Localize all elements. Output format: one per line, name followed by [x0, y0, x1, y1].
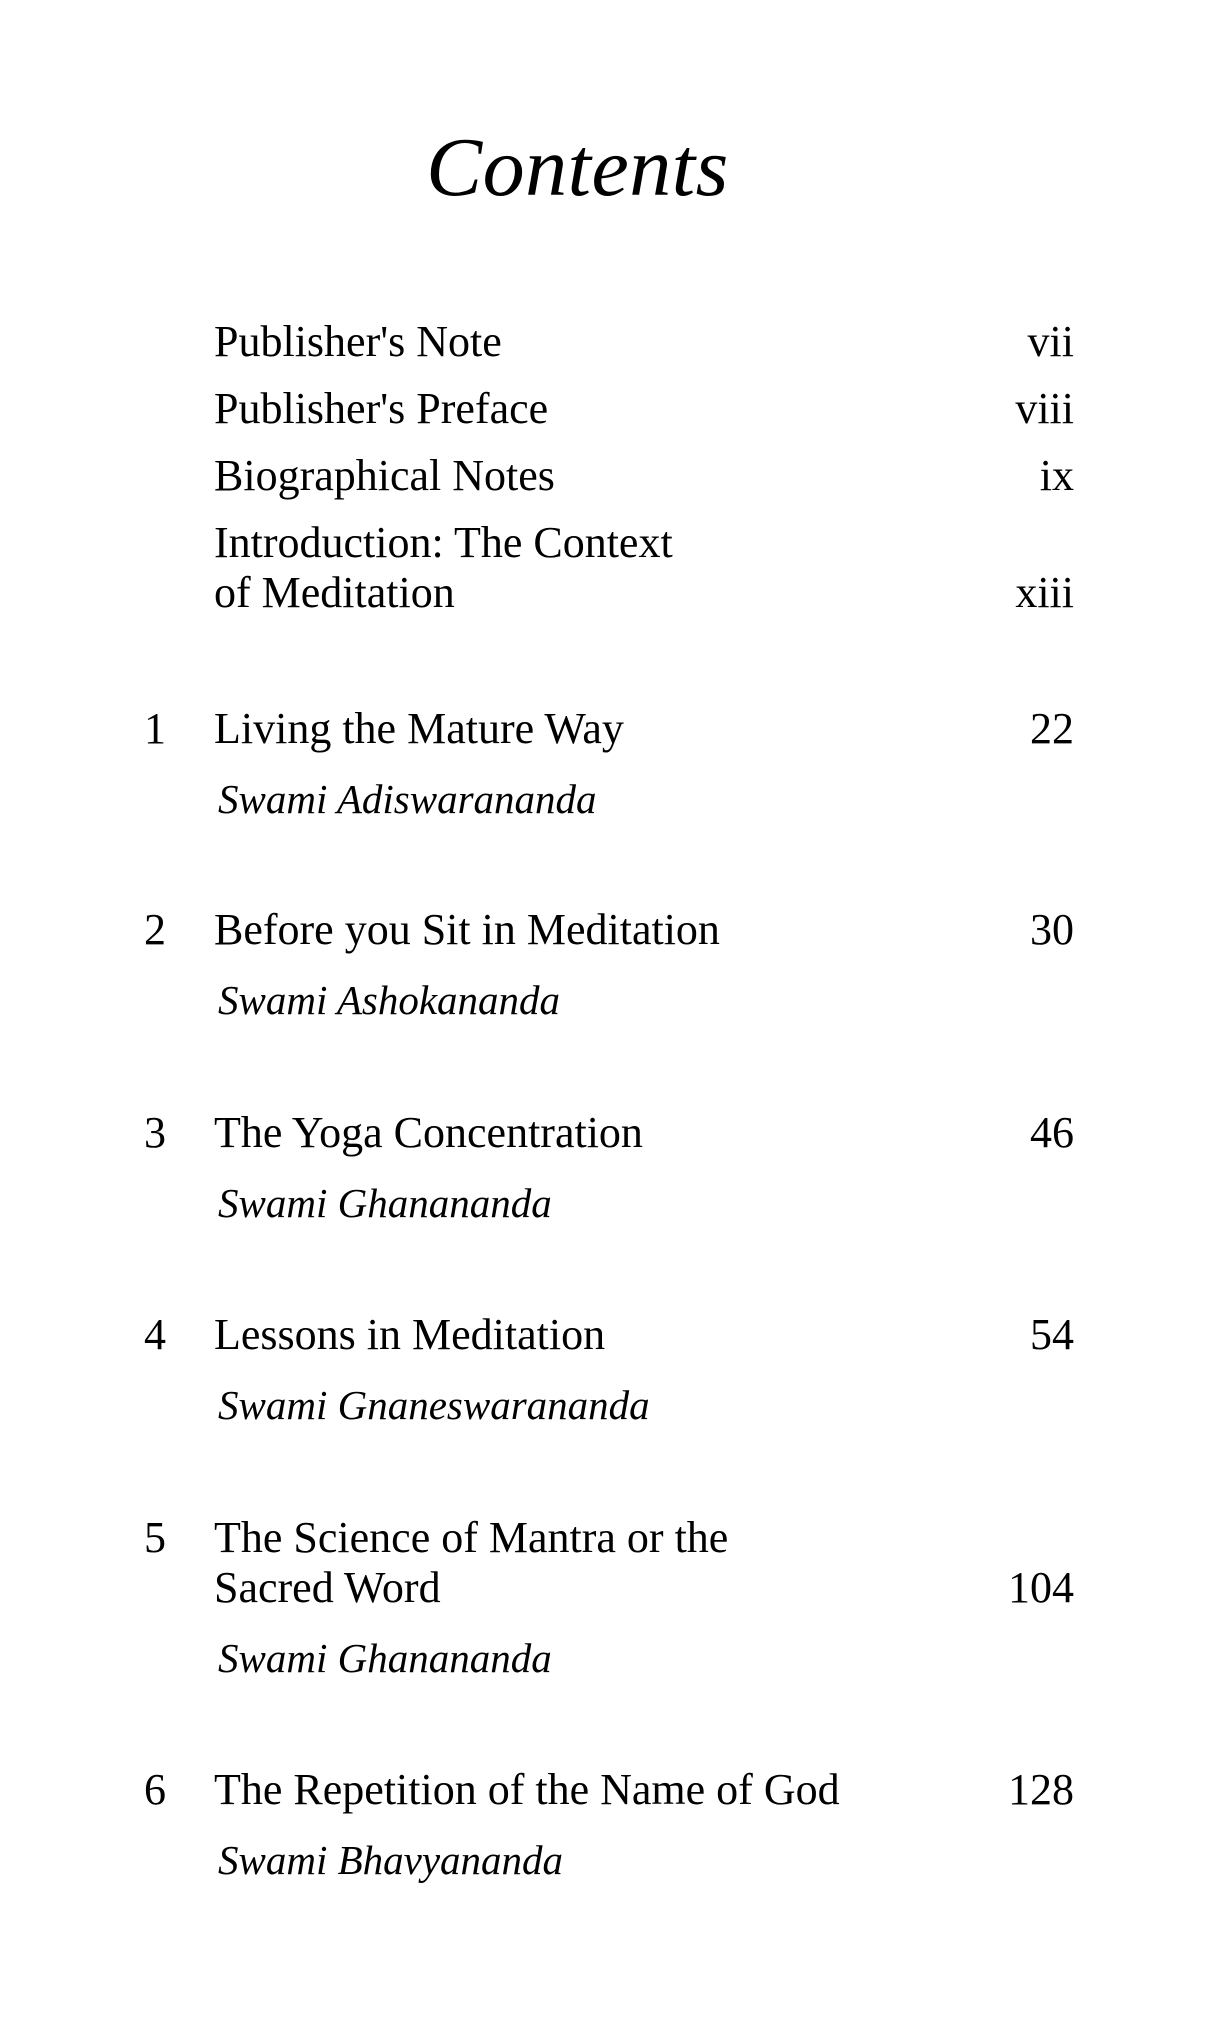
chapter-number: 4	[144, 1310, 166, 1359]
toc-entry-front-matter	[0, 317, 1224, 367]
toc-chapter-entry	[0, 1513, 1224, 1685]
chapter-page: 128	[1008, 1765, 1074, 1814]
toc-entry-title-line2: of Meditation	[214, 568, 455, 617]
toc-entry-page: vii	[1027, 317, 1074, 366]
toc-chapter-entry	[0, 905, 1224, 1027]
toc-entry-front-matter	[0, 451, 1224, 501]
chapter-number: 2	[144, 905, 166, 954]
chapter-title-line2: Sacred Word	[214, 1563, 441, 1612]
chapter-author: Swami Bhavyananda	[218, 1837, 564, 1883]
toc-entry-title-line1: Introduction: The Context	[214, 518, 673, 567]
chapter-page: 30	[1030, 905, 1074, 954]
toc-entry-title: Biographical Notes	[214, 451, 555, 500]
chapter-page: 104	[1008, 1563, 1074, 1612]
chapter-number: 3	[144, 1108, 166, 1157]
toc-entry-front-matter	[0, 518, 1224, 618]
chapter-title: Before you Sit in Meditation	[214, 905, 720, 954]
chapter-title: Living the Mature Way	[214, 704, 624, 753]
toc-chapter-entry	[0, 1108, 1224, 1230]
chapter-title: The Yoga Concentration	[214, 1108, 643, 1157]
toc-chapter-entry	[0, 1310, 1224, 1432]
chapter-author: Swami Ghanananda	[218, 1180, 552, 1226]
chapter-number: 1	[144, 704, 166, 753]
toc-entry-page: xiii	[1015, 568, 1074, 617]
chapter-title: The Repetition of the Name of God	[214, 1765, 840, 1814]
toc-chapter-entry	[0, 1765, 1224, 1887]
chapter-number: 5	[144, 1513, 166, 1562]
chapter-number: 6	[144, 1765, 166, 1814]
toc-entry-title: Publisher's Preface	[214, 384, 549, 433]
toc-chapter-entry	[0, 704, 1224, 826]
chapter-page: 54	[1030, 1310, 1074, 1359]
toc-entry-page: ix	[1039, 451, 1074, 500]
chapter-author: Swami Adiswarananda	[218, 776, 597, 822]
toc-entry-front-matter	[0, 384, 1224, 434]
chapter-title: Lessons in Meditation	[214, 1310, 606, 1359]
chapter-author: Swami Gnaneswarananda	[218, 1382, 650, 1428]
chapter-page: 46	[1030, 1108, 1074, 1157]
page-title: Contents	[426, 121, 729, 214]
toc-entry-page: viii	[1015, 384, 1074, 433]
chapter-author: Swami Ghanananda	[218, 1635, 552, 1681]
toc-entry-title: Publisher's Note	[214, 317, 502, 366]
chapter-author: Swami Ashokananda	[218, 977, 561, 1023]
chapter-title-line1: The Science of Mantra or the	[214, 1513, 729, 1562]
chapter-page: 22	[1030, 704, 1074, 753]
